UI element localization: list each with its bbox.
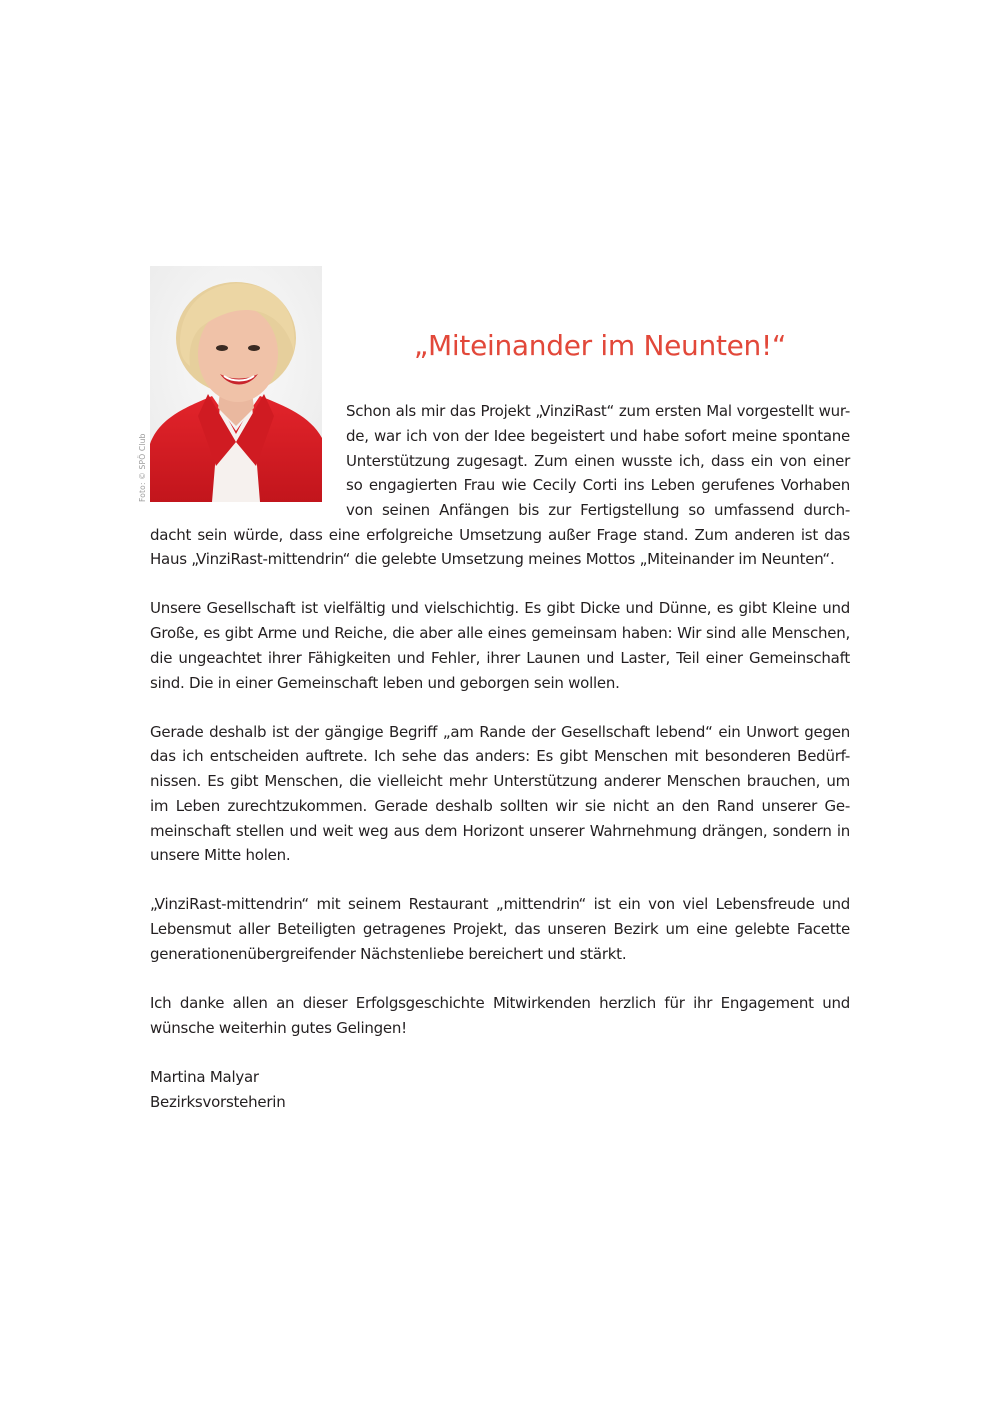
text-line: Ich danke allen an dieser Erfolgsgeschichte Mitwirkenden herzlich für ihr Engagement und [150, 994, 850, 1012]
text-line: das ich entscheiden auftrete. Ich sehe das anders: Es gibt Menschen mit besonderen Bedürf- [150, 747, 850, 765]
text-line: generationenübergreifender Nächstenliebe bereichert und stärkt. [150, 945, 627, 963]
text-line: so engagierten Frau wie Cecily Corti ins Leben gerufenes Vorhaben [346, 476, 850, 494]
text-line: Unsere Gesellschaft ist vielfältig und vielschichtig. Es gibt Dicke und Dünne, es gibt Kleine und [150, 599, 850, 617]
text-line: meinschaft stellen und weit weg aus dem Horizont unserer Wahrnehmung drängen, sondern in [150, 822, 850, 840]
text-line: unsere Mitte holen. [150, 846, 291, 864]
portrait-photo [150, 266, 322, 502]
text-line: wünsche weiterhin gutes Gelingen! [150, 1019, 407, 1037]
signature-name: Martina Malyar [150, 1068, 259, 1086]
text-line: Große, es gibt Arme und Reiche, die aber alle eines gemeinsam haben: Wir sind alle Menschen, [150, 624, 850, 642]
article-title: „Miteinander im Neunten!“ [413, 329, 787, 362]
text-line: von seinen Anfängen bis zur Fertigstellung so umfassend durch- [346, 501, 850, 519]
text-line: „VinziRast-mittendrin“ mit seinem Restaurant „mittendrin“ ist ein von viel Lebensfreude und [150, 895, 850, 913]
text-line: Schon als mir das Projekt „VinziRast“ zum ersten Mal vorgestellt wur- [346, 402, 850, 420]
text-line: Haus „VinziRast-mittendrin“ die gelebte Umsetzung meines Mottos „Miteinander im Neunten“. [150, 550, 835, 568]
photo-credit: Foto: © SPÖ Club [138, 433, 147, 502]
text-line: Lebensmut aller Beteiligten getragenes Projekt, das unseren Bezirk um eine gelebte Facette [150, 920, 850, 938]
text-line: im Leben zurechtzukommen. Gerade deshalb sollten wir sie nicht an den Rand unserer Ge- [150, 797, 850, 815]
text-line: die ungeachtet ihrer Fähigkeiten und Fehler, ihrer Launen und Laster, Teil einer Gemeinschaft [150, 649, 850, 667]
text-line: Gerade deshalb ist der gängige Begriff „am Rande der Gesellschaft lebend“ ein Unwort gegen [150, 723, 850, 741]
signature-role: Bezirksvorsteherin [150, 1093, 286, 1111]
text-line: nissen. Es gibt Menschen, die vielleicht mehr Unterstützung anderer Menschen brauchen, um [150, 772, 850, 790]
text-line: Unterstützung zugesagt. Zum einen wusste ich, dass ein von einer [346, 452, 850, 470]
text-line: sind. Die in einer Gemeinschaft leben und geborgen sein wollen. [150, 674, 620, 692]
text-line: dacht sein würde, dass eine erfolgreiche Umsetzung außer Frage stand. Zum anderen ist das [150, 526, 850, 544]
text-line: de, war ich von der Idee begeistert und habe sofort meine spontane [346, 427, 850, 445]
